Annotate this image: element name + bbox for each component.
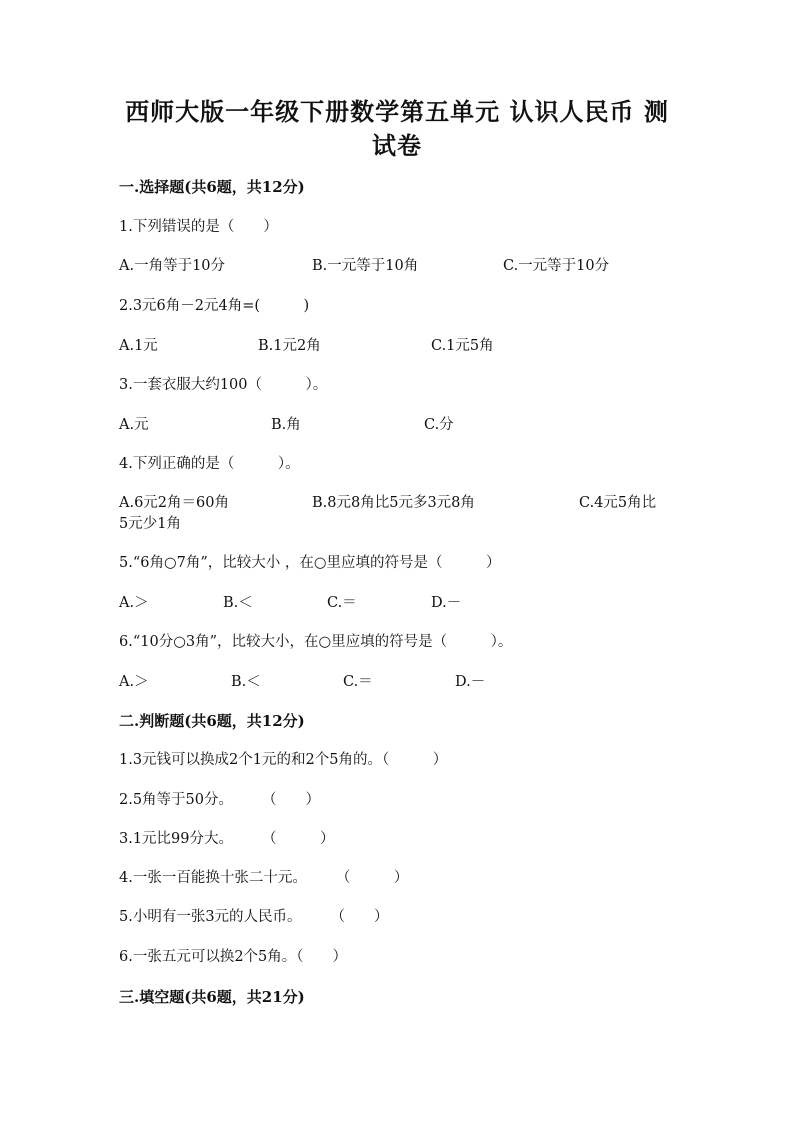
option-b: B.＜ [223,595,253,611]
option-a: A.一角等于10分 [119,258,226,274]
question-text: 2.5角等于50分。 （ ） [119,792,321,808]
option-a: A.元 [119,417,149,433]
option-c: C.1元5角 [431,338,494,354]
option-b: B.1元2角 [258,338,321,354]
section-heading-fill-in: 三.填空题(共6题，共21分) [119,988,305,1006]
option-c: C.＝ [343,674,373,690]
option-b: B.8元8角比5元多3元8角 [312,495,475,511]
option-b: B.＜ [231,674,261,690]
option-c: C.4元5角比 [579,495,657,511]
option-b: B.一元等于10角 [312,258,419,274]
option-b: B.角 [271,417,301,433]
question-text: 5.小明有一张3元的人民币。 （ ） [119,909,389,925]
option-c-continuation: 5元少1角 [119,516,181,532]
option-c: C.一元等于10分 [503,258,610,274]
option-a: A.＞ [119,595,149,611]
question-text: 6.“10分○3角”，比较大小，在○里应填的符号是（ ）。 [119,634,513,650]
option-a: A.＞ [119,674,149,690]
question-text: 1.3元钱可以换成2个1元的和2个5角的。（ ） [119,752,448,768]
question-text: 3.一套衣服大约100（ ）。 [119,377,328,393]
document-title-line2: 试卷 [372,131,422,160]
option-a: A.6元2角＝60角 [119,495,229,511]
option-c: C.＝ [327,595,357,611]
question-text: 2.3元6角－2元4角=( ) [119,298,310,314]
section-heading-judgement: 二.判断题(共6题，共12分) [119,712,305,730]
question-text: 6.一张五元可以换2个5角。（ ） [119,949,348,965]
option-d: D.－ [431,595,462,611]
question-text: 4.下列正确的是（ ）。 [119,456,300,472]
document-title-line1: 西师大版一年级下册数学第五单元 认识人民币 测 [125,97,669,126]
option-d: D.－ [455,674,486,690]
question-text: 5.“6角○7角”，比较大小 ，在○里应填的符号是（ ） [119,555,501,571]
question-text: 1.下列错误的是（ ） [119,219,278,235]
option-c: C.分 [424,417,454,433]
question-text: 3.1元比99分大。 （ ） [119,831,335,847]
option-a: A.1元 [119,338,158,354]
question-text: 4.一张一百能换十张二十元。 （ ） [119,870,409,886]
section-heading-choice: 一.选择题(共6题，共12分) [119,178,305,196]
